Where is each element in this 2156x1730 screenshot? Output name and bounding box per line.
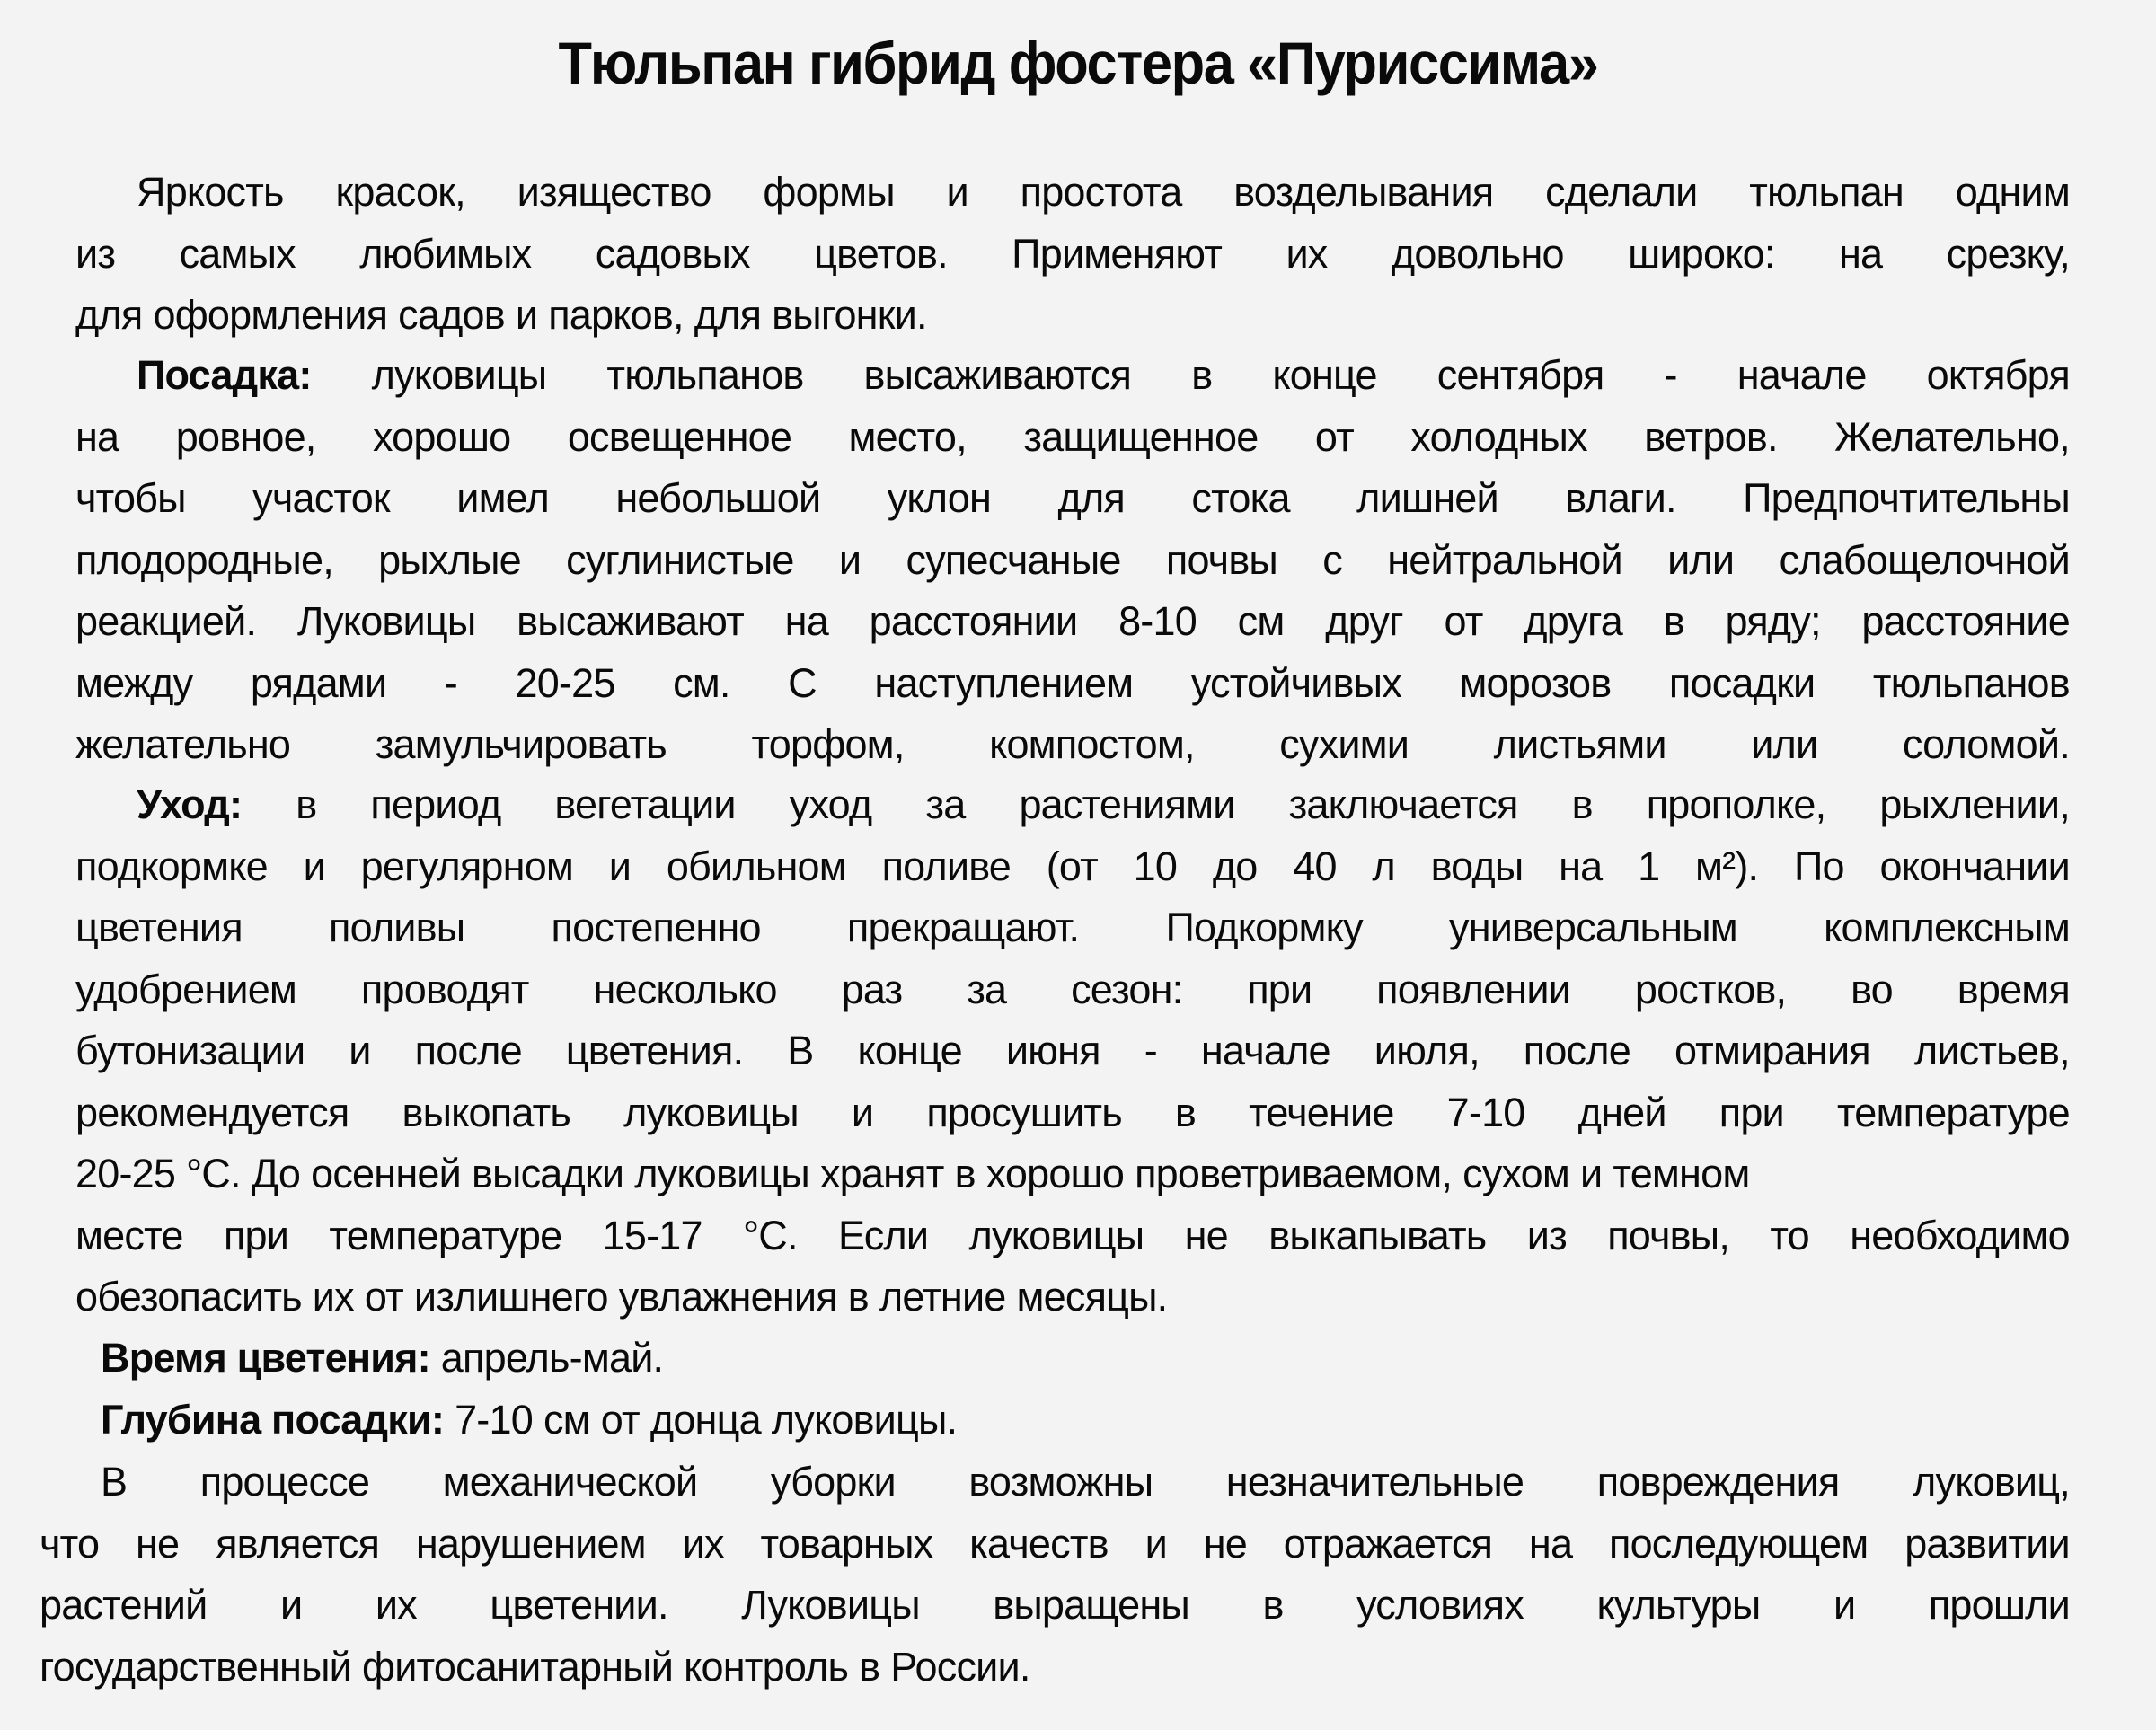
disclaimer-line: что не является нарушением их товарных качеств и не отражается на последующем развитии <box>40 1520 2070 1567</box>
intro-line: для оформления садов и парков, для выгонки. <box>75 292 927 338</box>
section-label: Уход: <box>137 781 243 827</box>
planting-depth-line: Глубина посадки: 7-10 см от донца луковицы. <box>101 1393 2070 1447</box>
planting-line: на ровное, хорошо освещенное место, защищенное от холодных ветров. Желательно, <box>75 413 2070 460</box>
care-line: месте при температуре 15-17 °С. Если луковицы не выкапывать из почвы, то необходимо <box>75 1212 2070 1258</box>
care-line: обезопасить их от излишнего увлажнения в летние месяцы. <box>75 1274 1168 1320</box>
care-line: бутонизации и после цветения. В конце июня - начале июля, после отмирания листьев, <box>75 1028 2070 1073</box>
care-line: рекомендуется выкопать луковицы и просушить в течение 7-10 дней при температуре <box>75 1089 2070 1135</box>
bloom-time-line: Время цветения: апрель-май. <box>101 1331 2070 1385</box>
intro-line: из самых любимых садовых цветов. Применяют их довольно широко: на срезку, <box>75 230 2070 277</box>
planting-line: между рядами - 20-25 см. С наступлением устойчивых морозов посадки тюльпанов <box>75 659 2070 706</box>
planting-line: реакцией. Луковицы высаживают на расстоянии 8-10 см друг от друга в ряду; расстояние <box>75 598 2070 644</box>
disclaimer-line: растений и их цветении. Луковицы выращены в условиях культуры и прошли <box>40 1582 2070 1628</box>
care-line: цветения поливы постепенно прекращают. Подкормку универсальным комплексным <box>75 905 2070 950</box>
planting-line: желательно замульчировать торфом, компостом, сухими листьями или соломой. <box>75 721 2070 767</box>
care-line: подкормке и регулярном и обильном поливе (от 10 до 40 л воды на 1 м²). По окончании <box>75 843 2070 889</box>
planting-line: Посадка: луковицы тюльпанов высаживаются в конце сентября - начале октября <box>137 349 2070 402</box>
disclaimer-line: В процессе механической уборки возможны незначительные повреждения луковиц, <box>101 1459 2070 1505</box>
section-label: Время цветения: <box>101 1335 430 1381</box>
care-line: 20-25 °С. До осенней высадки луковицы хранят в хорошо проветриваемом, сухом и темном <box>75 1151 1750 1196</box>
intro-line: Яркость красок, изящество формы и простота возделывания сделали тюльпан одним <box>137 169 2070 215</box>
disclaimer-line: государственный фитосанитарный контроль в России. <box>40 1643 1030 1690</box>
planting-line: чтобы участок имел небольшой уклон для стока лишней влаги. Предпочтительны <box>75 475 2070 521</box>
page-title: Тюльпан гибрид фостера «Пуриссима» <box>558 30 1598 96</box>
care-line: Уход: в период вегетации уход за растениями заключается в прополке, рыхлении, <box>137 778 2070 832</box>
section-label: Глубина посадки: <box>101 1397 445 1443</box>
care-line: удобрением проводят несколько раз за сезон: при появлении ростков, во время <box>75 966 2070 1012</box>
section-label: Посадка: <box>137 352 312 398</box>
planting-line: плодородные, рыхлые суглинистые и супесчаные почвы с нейтральной или слабощелочной <box>75 536 2070 583</box>
